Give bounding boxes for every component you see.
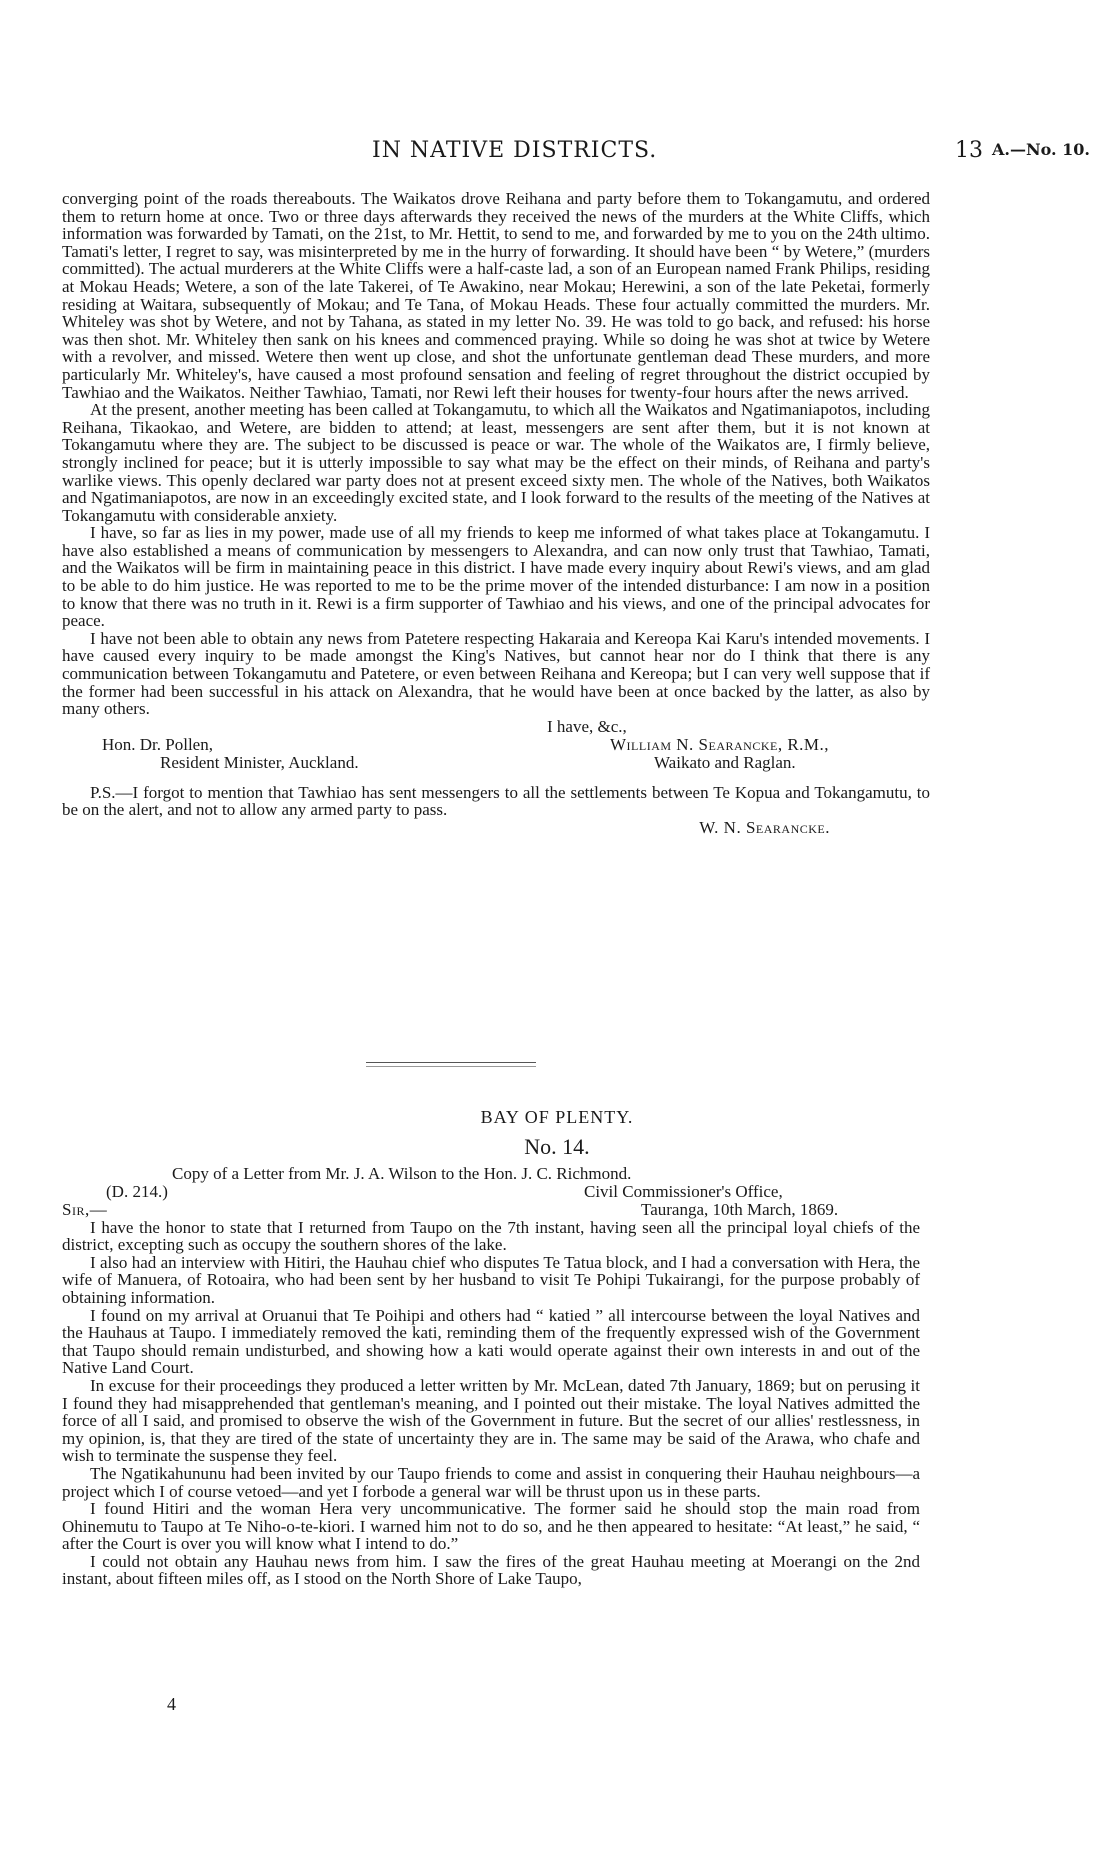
signatory-name: William N. Searancke, R.M., (610, 734, 830, 754)
signatory-place: Waikato and Raglan. (654, 752, 796, 772)
addressee-title: Resident Minister, Auckland. (160, 752, 359, 772)
letter-paragraph: I found on my arrival at Oruanui that Te Poihipi and others had “ katied ” all intercourse between the loyal Natives and the Hauhaus at Taupo. I immediately removed the kati, reminding them of the frequently expressed wish of the Government that Taupo should remain undisturbed, and showing how a kati would operate against their own interests in and out of the Native Land Court. (62, 1305, 920, 1378)
letter-paragraph: The Ngatikahununu had been invited by our Taupo friends to come and assist in conquering their Hauhau neighbours—a project which I of course vetoed—and yet I forbode a general war will be thrust upon us in these parts. (62, 1463, 920, 1501)
letter-paragraph: At the present, another meeting has been called at Tokangamutu, to which all the Waikatos and Ngatimaniapotos, including Reihana, Tikaokao, and Wetere, are bidden to attend; at least, messengers are sent after them, but it is not known at Tokangamutu where they are. The subject to be discussed is peace or war. The whole of the Waikatos are, I firmly believe, strongly inclined for peace; but it is utterly impossible to say what may be the effect on their minds, of Reihana and party's warlike views. This openly declared war party does not at present exceed sixty men. The whole of the Natives, both Waikatos and Ngatimaniapotos, are now in an exceedingly excited state, and I look forward to the results of the meeting of the Natives at Tokangamutu with considerable anxiety. (62, 400, 930, 525)
postscript-signature: W. N. Searancke. (699, 818, 830, 837)
letter-paragraph: I could not obtain any Hauhau news from him. I saw the fires of the great Hauhau meeting at Moerangi on the 2nd instant, about fifteen miles off, as I stood on the North Shore of Lake Taupo, (62, 1551, 920, 1589)
page-header (0, 138, 1114, 168)
letter-paragraph: I also had an interview with Hitiri, the Hauhau chief who disputes Te Tatua block, and I had a conversation with Hera, the wife of Manuera, of Rotoaira, who had been sent by her husband to visit Te Pohipi Tukairangi, for the purpose probably of obtaining information. (62, 1252, 920, 1307)
addressee-name: Hon. Dr. Pollen, (102, 734, 213, 754)
document-code: (D. 214.) (106, 1181, 168, 1201)
office-line: Civil Commissioner's Office, (584, 1181, 783, 1201)
document-reference: A.—No. 10. (992, 140, 1090, 159)
page-number: 13 (955, 138, 983, 163)
letter-paragraph: converging point of the roads thereabouts. The Waikatos drove Reihana and party before them to Tokangamutu, and ordered them to return home at once. Two or three days afterwards they received the news of the murders at the White Cliffs, which information was forwarded by Tamati, on the 21st, to Mr. Hettit, to send to me, and forwarded by me to you on the 24th ultimo. Tamati's letter, I regret to say, was misinterpreted by me in the hurry of forwarding. It should have been “ by Wetere,” (murders committed). The actual murderers at the White Cliffs were a half-caste lad, a son of an European named Frank Philips, residing at Mokau Heads; Wetere, a son of the late Takerei, of Te Awakino, near Mokau; Herewini, a son of the late Peketai, formerly residing at Waitara, subsequently of Mokau; and Te Tana, of Mokau Heads. These four actually committed the murders. Mr. Whiteley was shot by Wetere, and not by Tahana, as stated in my letter No. 39. He was told to go back, and refused: his horse was then shot. Mr. Whiteley then sank on his knees and commenced praying. While so doing he was shot at twice by Wetere with a revolver, and missed. Wetere then went up close, and shot the unfortunate gentleman dead These murders, and more particularly Mr. Whiteley's, have caused a most profound sensation and feeling of regret throughout the district occupied by Tawhiao and the Waikatos. Neither Tawhiao, Tamati, nor Rewi left their houses for twenty-four hours after the news arrived. (62, 189, 930, 402)
postscript: P.S.—I forgot to mention that Tawhiao has sent messengers to all the settlements between Te Kopua and Tokangamutu, to be on the alert, and not to allow any armed party to pass. (62, 782, 930, 820)
letter-meta-row (62, 1183, 920, 1201)
salutation: Sir,— (62, 1199, 108, 1219)
running-title: IN NATIVE DISTRICTS. (372, 138, 658, 163)
section-divider (366, 1062, 536, 1067)
signature-mark: 4 (167, 1694, 176, 1714)
letter-paragraph: I have the honor to state that I returned from Taupo on the 7th instant, having seen all the principal loyal chiefs of the district, excepting such as occupy the southern shores of the lake. (62, 1217, 920, 1255)
letter-searancke (62, 190, 930, 837)
letter-paragraph: I have not been able to obtain any news from Patetere respecting Hakaraia and Kereopa Kai Karu's intended movements. I have caused every inquiry to be made amongst the King's Natives, but cannot hear nor do I think that there is any communication between Tokangamutu and Patetere, or even between Reihana and Kereopa; but I can very well suppose that if the former had been successful in his attack on Alexandra, that he would have been at once backed by the latter, as also by many others. (62, 628, 930, 719)
section-heading: BAY OF PLENTY. (480, 1107, 634, 1127)
letter-title: Copy of a Letter from Mr. J. A. Wilson to the Hon. J. C. Richmond. (172, 1164, 632, 1183)
letter-wilson (62, 1165, 920, 1588)
closing-phrase: I have, &c., (547, 716, 627, 736)
letter-signature-block (62, 718, 930, 776)
letter-number: No. 14. (524, 1134, 590, 1159)
letter-paragraph: I found Hitiri and the woman Hera very uncommunicative. The former said he should stop the main road from Ohinemutu to Taupo at Te Niho-o-te-kiori. I warned him not to do so, and he then appeared to hesitate: “At least,” he said, “ after the Court is over you will know what I intend to do.” (62, 1499, 920, 1554)
letter-paragraph: In excuse for their proceedings they produced a letter written by Mr. McLean, dated 7th January, 1869; but on perusing it I found they had misapprehended that gentleman's meaning, and I pointed out their mistake. The loyal Natives admitted the force of all I said, and promised to observe the wish of the Government in future. But the secret of our allies' restlessness, in my opinion, is, that they are tired of the state of uncertainty they are in. The same may be said of the Arawa, who chafe and wish to terminate the suspense they feel. (62, 1375, 920, 1466)
place-date: Tauranga, 10th March, 1869. (641, 1199, 839, 1219)
letter-paragraph: I have, so far as lies in my power, made use of all my friends to keep me informed of what takes place at Tokangamutu. I have also established a means of communication by messengers to Alexandra, and can now only trust that Tawhiao, Tamati, and the Waikatos will be firm in maintaining peace in this district. I have made every inquiry about Rewi's views, and am glad to be able to do him justice. He was reported to me to be the prime mover of the intended disturbance: I am now in a position to know that there was no truth in it. Rewi is a firm supporter of Tawhiao and his views, and one of the principal advocates for peace. (62, 523, 930, 631)
letter-date-row (62, 1201, 920, 1219)
